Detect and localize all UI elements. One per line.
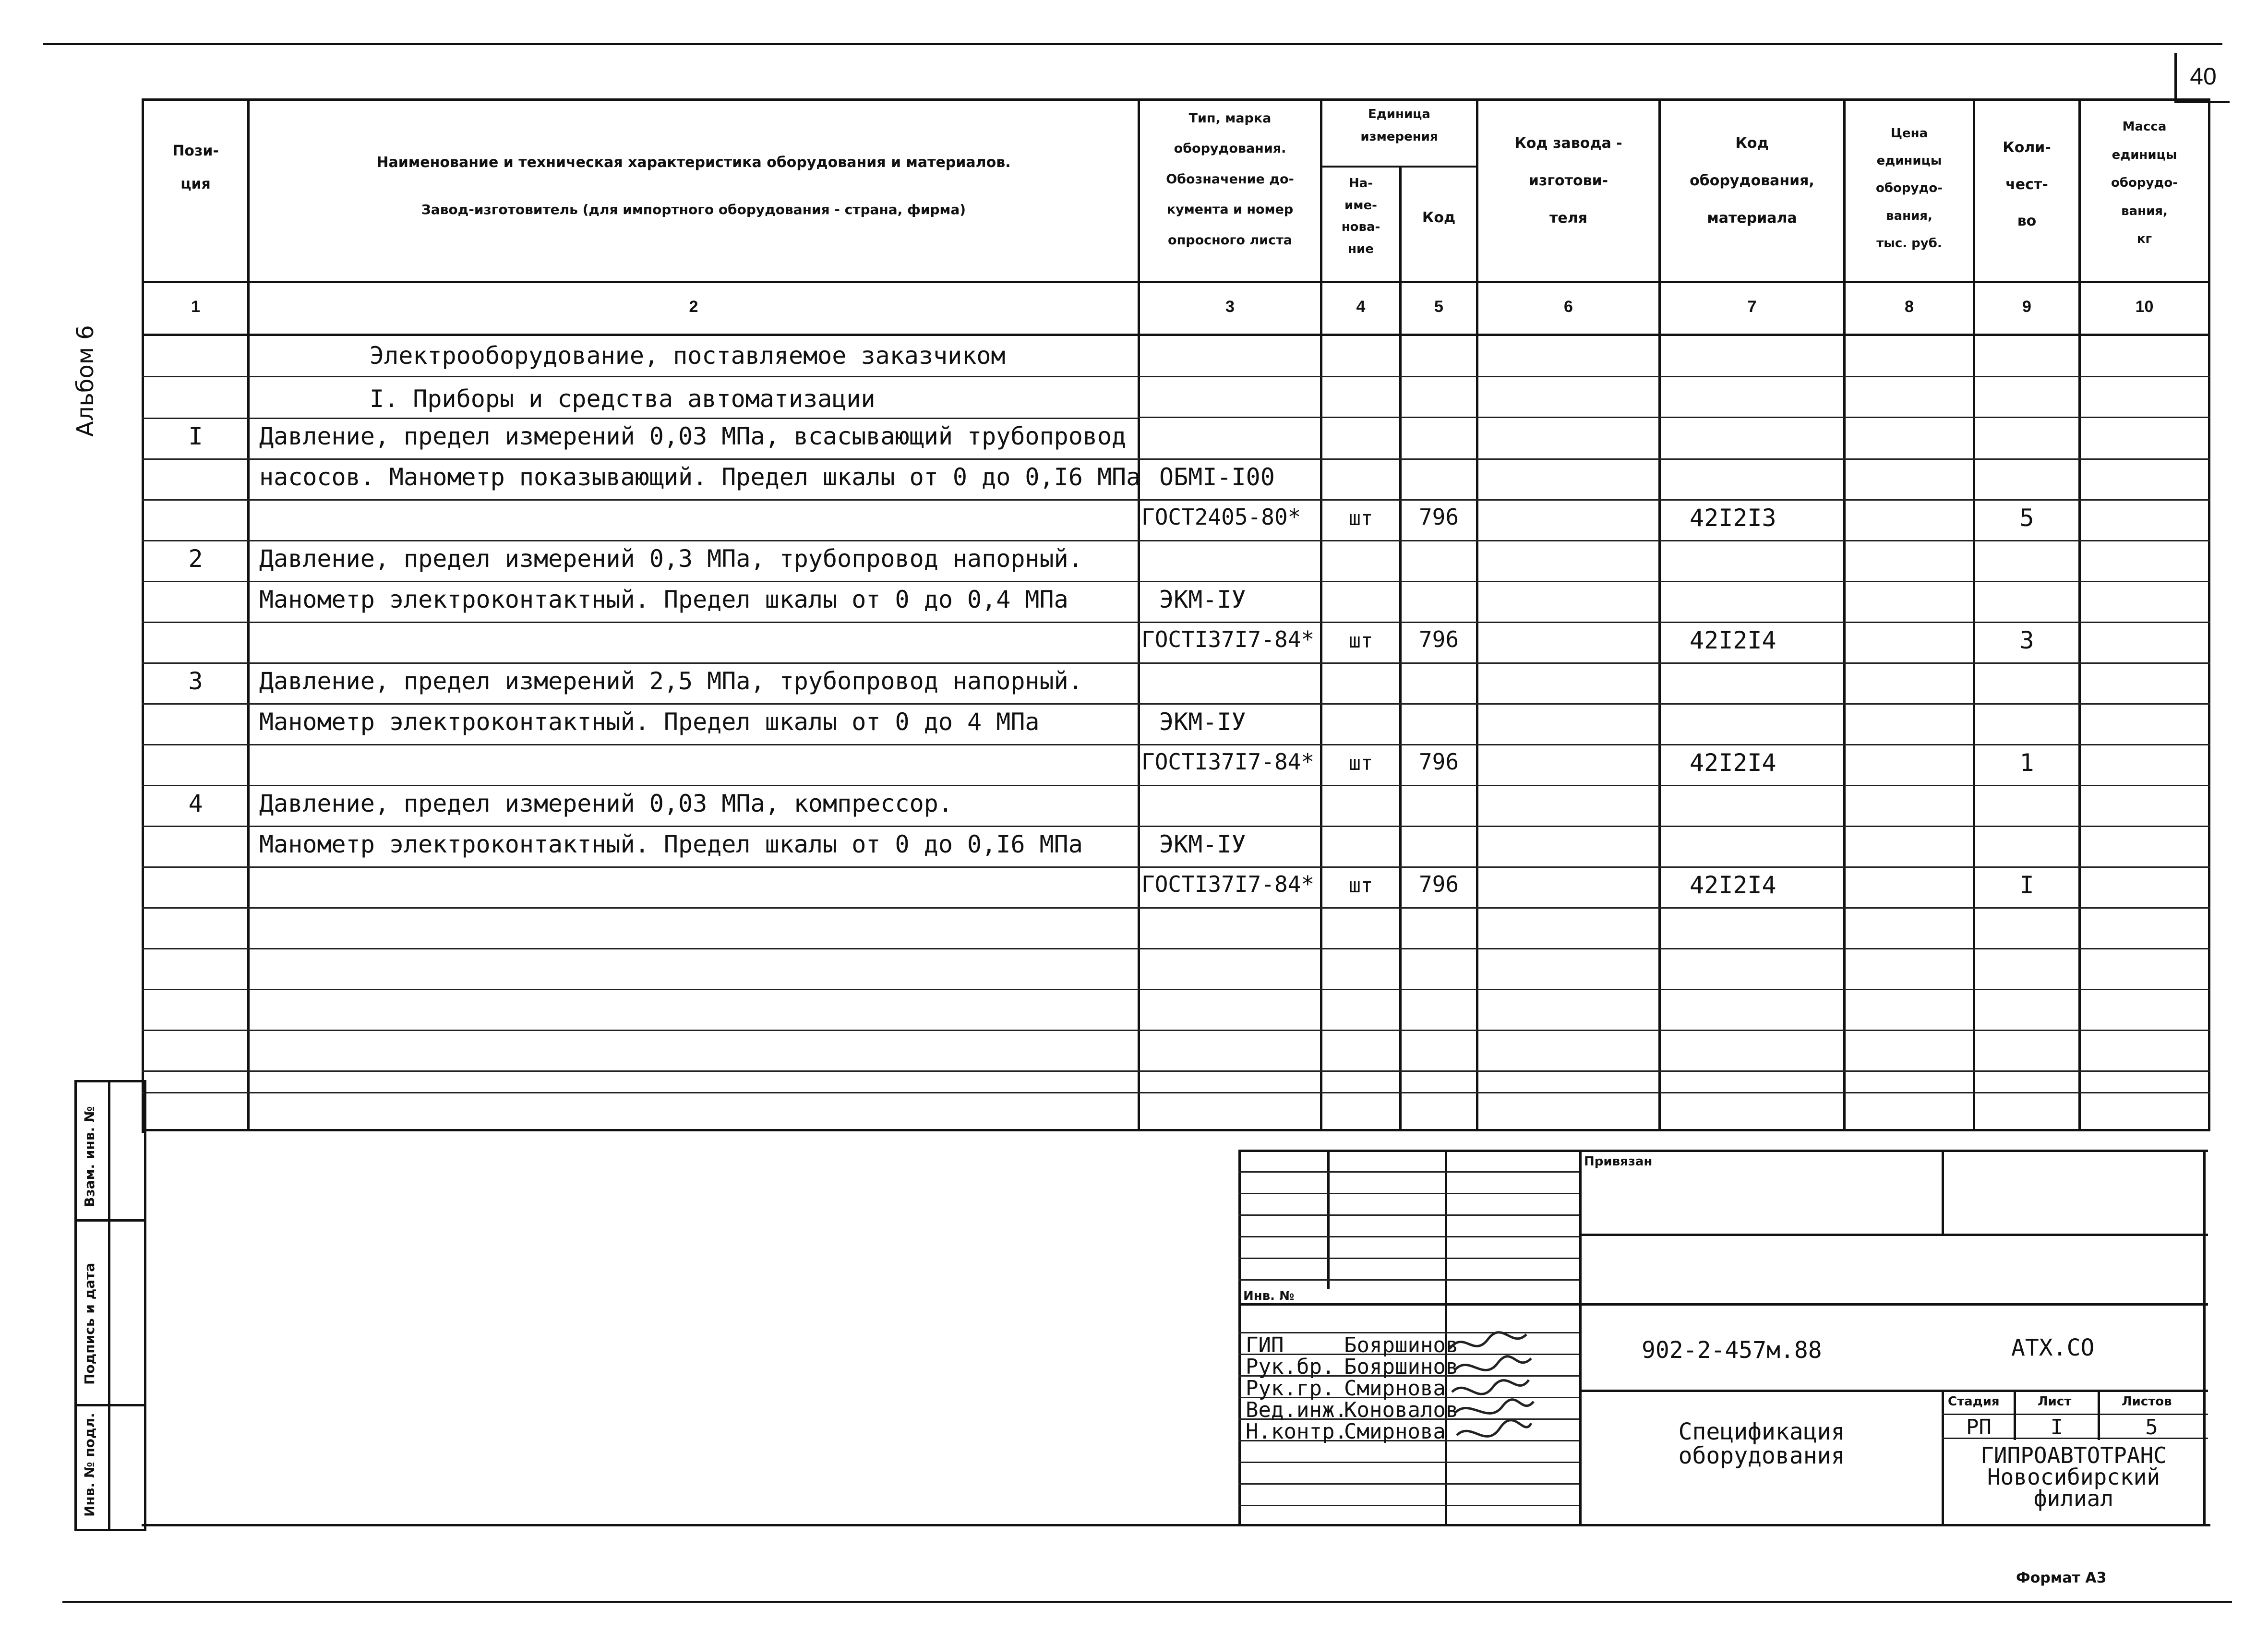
col-num-3: 3 <box>1225 298 1235 316</box>
col-num-4: 4 <box>1356 298 1366 316</box>
col-num-9: 9 <box>2022 298 2031 316</box>
tb-row-1 <box>1238 1171 1579 1173</box>
tb-row-2 <box>1238 1193 1579 1194</box>
row-line-4 <box>142 458 2210 460</box>
header-name-line2: Завод-изготовитель (для импортного оборудования - страна, фирма) <box>421 202 966 217</box>
number-row-bottom <box>142 334 2210 336</box>
row-line-19 <box>142 1070 2210 1072</box>
tb-signer-role-3: Вед.инж. <box>1246 1398 1347 1422</box>
col-divider-8 <box>1973 98 1975 1130</box>
row-5-unit-code: 796 <box>1418 626 1459 652</box>
tb-right-row-1 <box>1579 1234 2208 1236</box>
row-5-qty: 3 <box>2019 626 2034 654</box>
row-1-type: ОБМI-I00 <box>1159 463 1275 491</box>
tb-row-15 <box>1238 1505 1579 1506</box>
row-7-type: ЭКМ-IУ <box>1159 708 1246 736</box>
header-quantity: Коли- чест- во <box>2003 139 2051 229</box>
tb-document-code: 902-2-457м.88 <box>1642 1337 1822 1364</box>
tb-signer-name-3: Коновалов <box>1344 1398 1459 1422</box>
row-6-name: Давление, предел измерений 2,5 МПа, трубопровод напорный. <box>259 667 1083 695</box>
tb-signer-name-4: Смирнова <box>1344 1419 1446 1444</box>
stamp-signature-date: Подпись и дата <box>82 1262 97 1385</box>
row-4-name: Манометр электроконтактный. Предел шкалы от 0 до 0,4 МПа <box>259 586 1068 613</box>
tb-signer-name-1: Бояршинов <box>1344 1355 1459 1379</box>
row-line-18 <box>142 1030 2210 1031</box>
row-line-2 <box>1138 417 2210 418</box>
row-2-unit: шт <box>1348 506 1373 530</box>
row-1-name: насосов. Манометр показывающий. Предел шкалы от 0 до 0,I6 МПа <box>259 463 1141 491</box>
tb-row-14 <box>1238 1483 1579 1485</box>
row-line-1 <box>142 376 2210 377</box>
row-line-3 <box>142 418 1138 419</box>
tb-signer-role-2: Рук.гр. <box>1246 1376 1335 1401</box>
tb-mark: АТХ.СО <box>2011 1334 2095 1361</box>
row-line-6 <box>142 540 2210 541</box>
header-bottom <box>142 281 2210 283</box>
tb-row-inv <box>1238 1303 2208 1306</box>
tb-row-5 <box>1238 1258 1579 1259</box>
row-11-unit-code: 796 <box>1418 871 1459 897</box>
row-5-code: 42I2I4 <box>1690 626 1776 654</box>
row-line-5 <box>142 499 2210 501</box>
row-2-code: 42I2I3 <box>1690 504 1776 532</box>
col-num-2: 2 <box>689 298 698 316</box>
stamp-inv-orig: Инв. № подл. <box>82 1413 97 1517</box>
header-unit-price: Цена единицы оборудо- вания, тыс. руб. <box>1875 126 1943 251</box>
row-7-name: Манометр электроконтактный. Предел шкалы от 0 до 4 МПа <box>259 708 1040 736</box>
tb-sheet: I <box>2050 1415 2064 1440</box>
tb-signer-name-2: Смирнова <box>1344 1376 1446 1401</box>
tb-org-2: Новосибирский <box>1987 1464 2160 1490</box>
subsection-title: I. Приборы и средства автоматизации <box>370 385 876 413</box>
tb-row-3 <box>1238 1214 1579 1216</box>
row-2-type: ГОСТ2405-80* <box>1141 504 1301 530</box>
row-line-17 <box>142 989 2210 990</box>
row-8-unit-code: 796 <box>1418 749 1459 775</box>
row-0-name: Давление, предел измерений 0,03 МПа, всасывающий трубопровод <box>259 422 1127 450</box>
header-unit-code: Код <box>1422 209 1456 226</box>
row-9-name: Давление, предел измерений 0,03 МПа, компрессор. <box>259 790 953 817</box>
row-4-type: ЭКМ-IУ <box>1159 586 1246 613</box>
tb-row-4 <box>1238 1236 1579 1237</box>
row-3-name: Давление, предел измерений 0,3 МПа, трубопровод напорный. <box>259 545 1083 573</box>
row-9-pos: 4 <box>188 790 203 817</box>
col-divider-5 <box>1476 98 1478 1130</box>
unit-header-split <box>1320 166 1478 168</box>
tb-org-3: филиал <box>2033 1486 2114 1512</box>
row-line-11 <box>142 744 2210 745</box>
row-line-15 <box>142 907 2210 909</box>
col-divider-1 <box>247 98 250 1130</box>
row-8-type: ГОСТI37I7-84* <box>1141 749 1315 775</box>
tb-signer-role-4: Н.контр. <box>1246 1419 1347 1444</box>
stamp-replace-inv: Взам. инв. № <box>82 1106 97 1207</box>
row-line-14 <box>142 866 2210 868</box>
tb-right-row-2 <box>1579 1390 2208 1392</box>
col-divider-9 <box>2078 98 2081 1130</box>
header-type: Тип, марка оборудования. Обозначение до- кумента и номер опросного листа <box>1166 111 1294 248</box>
row-8-unit: шт <box>1348 751 1373 775</box>
row-line-10 <box>142 703 2210 705</box>
body-bottom <box>142 1129 2210 1131</box>
row-line-7 <box>142 581 2210 582</box>
row-line-8 <box>142 622 2210 623</box>
row-10-type: ЭКМ-IУ <box>1159 830 1246 858</box>
tb-org-1: ГИПРОАВТОТРАНС <box>1980 1442 2167 1468</box>
tb-sheets-label: Листов <box>2122 1394 2172 1409</box>
signatures-scribble <box>1445 1330 1541 1483</box>
row-2-unit-code: 796 <box>1418 504 1459 530</box>
row-8-qty: 1 <box>2019 749 2034 777</box>
tb-signer-role-1: Рук.бр. <box>1246 1355 1335 1379</box>
tb-right-border <box>2203 1150 2206 1526</box>
col-num-8: 8 <box>1905 298 1914 316</box>
tb-doc-title-1: Спецификация <box>1678 1418 1845 1445</box>
row-line-12 <box>142 785 2210 786</box>
album-label: Альбом 6 <box>72 325 99 437</box>
bottom-page-line <box>62 1601 2232 1603</box>
header-equipment-code: Код оборудования, материала <box>1690 135 1814 227</box>
row-line-16 <box>142 948 2210 949</box>
row-11-type: ГОСТI37I7-84* <box>1141 871 1315 897</box>
format-label: Формат А3 <box>2016 1570 2107 1586</box>
col-num-7: 7 <box>1747 298 1757 316</box>
tb-stage-label: Стадия <box>1948 1394 2000 1409</box>
table-right-border <box>2208 98 2210 1130</box>
top-page-line <box>43 43 2222 45</box>
header-name-line1: Наименование и техническая характеристика оборудования и материалов. <box>376 154 1011 171</box>
row-line-9 <box>142 662 2210 664</box>
tb-inv-label: Инв. № <box>1243 1289 1295 1303</box>
header-unit: Единица измерения <box>1360 107 1438 144</box>
row-line-20 <box>142 1092 2210 1093</box>
row-3-pos: 2 <box>188 545 203 573</box>
row-line-13 <box>142 826 2210 827</box>
tb-col-1 <box>1327 1150 1330 1289</box>
col-num-6: 6 <box>1564 298 1573 316</box>
sheet-number: 40 <box>2190 63 2217 90</box>
col-num-10: 10 <box>2135 298 2154 316</box>
row-2-qty: 5 <box>2019 504 2034 532</box>
row-5-type: ГОСТI37I7-84* <box>1141 626 1315 652</box>
col-divider-6 <box>1658 98 1661 1130</box>
header-factory-code: Код завода - изготови- теля <box>1514 135 1622 227</box>
row-11-qty: I <box>2019 871 2034 899</box>
section-title: Электрооборудование, поставляемое заказчиком <box>370 342 1006 370</box>
tb-signer-role-0: ГИП <box>1246 1333 1284 1357</box>
header-unit-mass: Масса единицы оборудо- вания, кг <box>2111 120 2178 246</box>
row-5-unit: шт <box>1348 629 1373 652</box>
header-position: Пози- ция <box>172 143 219 192</box>
sheet-number-box <box>2174 53 2230 103</box>
header-unit-name: На- име- нова- ние <box>1341 176 1380 256</box>
tb-sheet-label: Лист <box>2038 1394 2072 1409</box>
tb-col-4 <box>1942 1150 1944 1234</box>
row-0-pos: I <box>188 422 203 450</box>
tb-row-6 <box>1238 1279 1579 1281</box>
tb-doc-title-2: оборудования <box>1678 1442 1845 1469</box>
row-10-name: Манометр электроконтактный. Предел шкалы от 0 до 0,I6 МПа <box>259 830 1083 858</box>
tb-signer-name-0: Бояршинов <box>1344 1333 1459 1357</box>
tb-stage: РП <box>1966 1415 1992 1440</box>
tb-linked-label: Привязан <box>1584 1154 1653 1169</box>
tb-sheets: 5 <box>2145 1415 2158 1440</box>
col-num-1: 1 <box>191 298 200 316</box>
row-8-code: 42I2I4 <box>1690 749 1776 777</box>
col-num-5: 5 <box>1434 298 1443 316</box>
row-6-pos: 3 <box>188 667 203 695</box>
row-11-code: 42I2I4 <box>1690 871 1776 899</box>
row-11-unit: шт <box>1348 874 1373 897</box>
